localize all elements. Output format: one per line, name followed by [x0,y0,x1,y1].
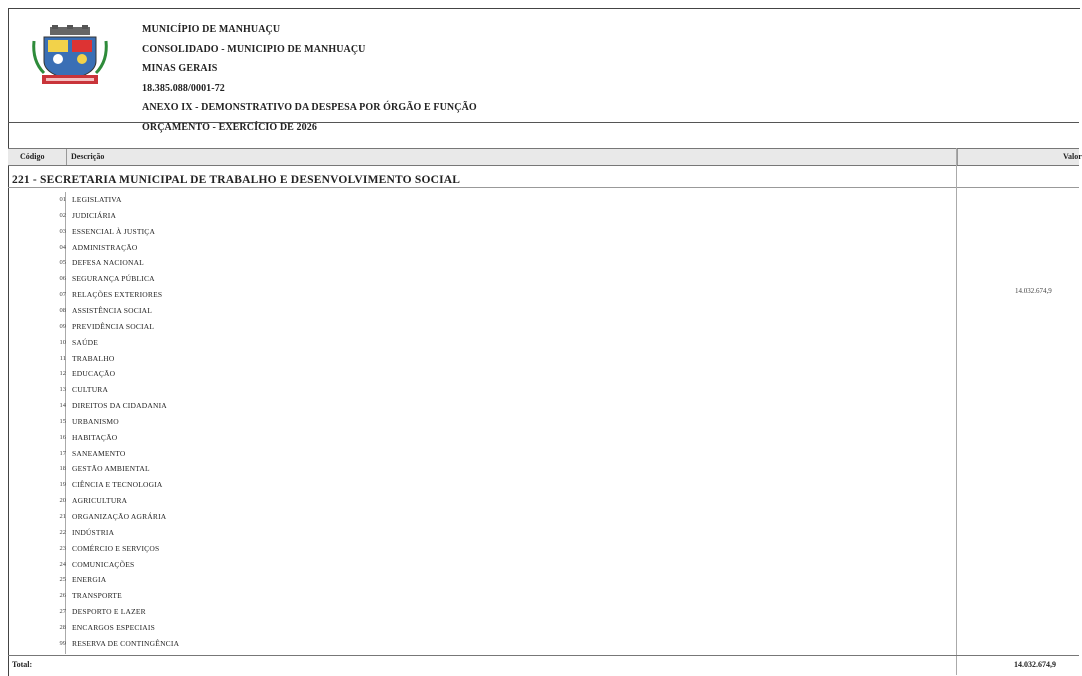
row-code: 28 [59,623,66,631]
entity-name: CONSOLIDADO - MUNICIPIO DE MANHUAÇU [142,43,366,55]
row-code: 06 [59,275,66,283]
value-column-line [956,148,957,675]
row-description: COMUNICAÇÕES [72,559,135,569]
row-description: ASSISTÊNCIA SOCIAL [72,305,153,315]
row-code: 16 [59,433,66,441]
table-row [0,382,950,399]
row-description: COMÉRCIO E SERVIÇOS [72,543,160,553]
table-row [0,366,950,383]
row-code: 11 [59,354,66,362]
row-code: 15 [59,417,66,425]
row-code: 01 [59,196,66,203]
row-description: RESERVA DE CONTINGÊNCIA [72,638,180,648]
row-code: 19 [59,481,66,489]
row-code: 22 [59,528,66,536]
row-description: TRABALHO [72,353,115,363]
section-divider [8,187,1079,188]
row-description: LEGISLATIVA [72,195,122,204]
row-description: ADMINISTRAÇÃO [72,242,138,252]
table-row [0,335,950,352]
table-row [0,572,950,589]
report-header [8,8,1079,133]
table-row [0,240,950,257]
row-description: GESTÃO AMBIENTAL [72,464,150,474]
table-row [0,461,950,478]
table-row [0,430,950,447]
row-code: 26 [59,592,66,600]
row-description: ENCARGOS ESPECIAIS [72,622,155,632]
total-label: Total: [12,660,33,669]
state-name: MINAS GERAIS [142,63,218,74]
table-row [0,287,950,304]
row-code: 04 [59,243,66,251]
cnpj: 18.385.088/0001-72 [142,82,225,94]
total-value: 14.032.674,9 [1014,660,1056,669]
row-description: TRANSPORTE [72,591,122,601]
municipal-coat-of-arms-logo [30,25,110,89]
column-header-value: Valor [1063,152,1082,161]
row-description: ORGANIZAÇÃO AGRÁRIA [72,512,167,521]
row-code: 18 [59,465,66,473]
row-description: PREVIDÊNCIA SOCIAL [72,321,155,331]
row-description: ENERGIA [72,575,107,585]
row-code: 20 [59,497,66,505]
section-title: 221 - SECRETARIA MUNICIPAL DE TRABALHO E DESENVOLVIMENTO SOCIAL [12,174,461,186]
row-description: SANEAMENTO [72,448,126,458]
row-code: 02 [59,211,66,219]
row-code: 13 [59,386,66,394]
row-code: 24 [59,560,66,568]
table-row [0,525,950,542]
row-code: 12 [59,370,66,378]
column-divider [957,149,958,165]
row-description: CIÊNCIA E TECNOLOGIA [72,480,163,490]
row-code: 99 [59,639,66,647]
table-row [0,541,950,558]
row-code: 09 [59,322,66,330]
row-code: 10 [59,338,66,346]
row-description: SAÚDE [72,337,99,347]
table-row [0,636,950,653]
table-row [0,351,950,368]
table-row [0,398,950,415]
column-divider [66,149,67,165]
table-row [0,620,950,637]
table-row [0,192,950,209]
table-row [0,477,950,494]
row-description: AGRICULTURA [72,496,128,506]
table-column-header [8,148,1082,166]
municipality-name: MUNICÍPIO DE MANHUAÇU [142,24,281,35]
table-row [0,604,950,621]
table-row [0,224,950,241]
row-code: 03 [59,227,66,235]
table-row [0,271,950,288]
table-row [0,493,950,510]
row-description: DESPORTO E LAZER [72,607,146,617]
row-code: 21 [59,513,66,520]
row-description: JUDICIÁRIA [72,210,117,220]
table-row [0,509,950,526]
row-description: DEFESA NACIONAL [72,258,144,268]
row-description: INDÚSTRIA [72,527,115,537]
row-description: SEGURANÇA PÚBLICA [72,274,155,284]
row-description: CULTURA [72,385,109,395]
table-row [0,303,950,320]
section-value: 14.032.674,9 [1015,287,1052,295]
row-code: 07 [59,291,66,299]
table-row [0,557,950,574]
table-row [0,414,950,431]
row-code: 14 [59,402,66,410]
column-header-description: Descrição [71,152,105,161]
row-code: 27 [59,608,66,616]
table-row [0,208,950,225]
row-description: ESSENCIAL À JUSTIÇA [72,226,156,236]
row-description: RELAÇÕES EXTERIORES [72,290,163,300]
row-code: 08 [59,306,66,314]
row-code: 17 [59,449,66,457]
row-description: DIREITOS DA CIDADANIA [72,401,167,411]
total-divider [8,655,1079,656]
row-code: 23 [59,544,66,552]
row-description: HABITAÇÃO [72,432,118,442]
table-row [0,446,950,463]
row-description: URBANISMO [72,416,119,426]
row-code: 05 [59,259,66,267]
report-subtitle: ORÇAMENTO - EXERCÍCIO DE 2026 [142,121,317,133]
row-code: 25 [59,576,66,584]
table-row [0,319,950,336]
row-description: EDUCAÇÃO [72,369,116,379]
column-header-code: Código [20,152,45,161]
table-row [0,255,950,272]
report-title: ANEXO IX - DEMONSTRATIVO DA DESPESA POR ÓRGÃO E FUNÇÃO [142,102,477,113]
table-row [0,588,950,605]
